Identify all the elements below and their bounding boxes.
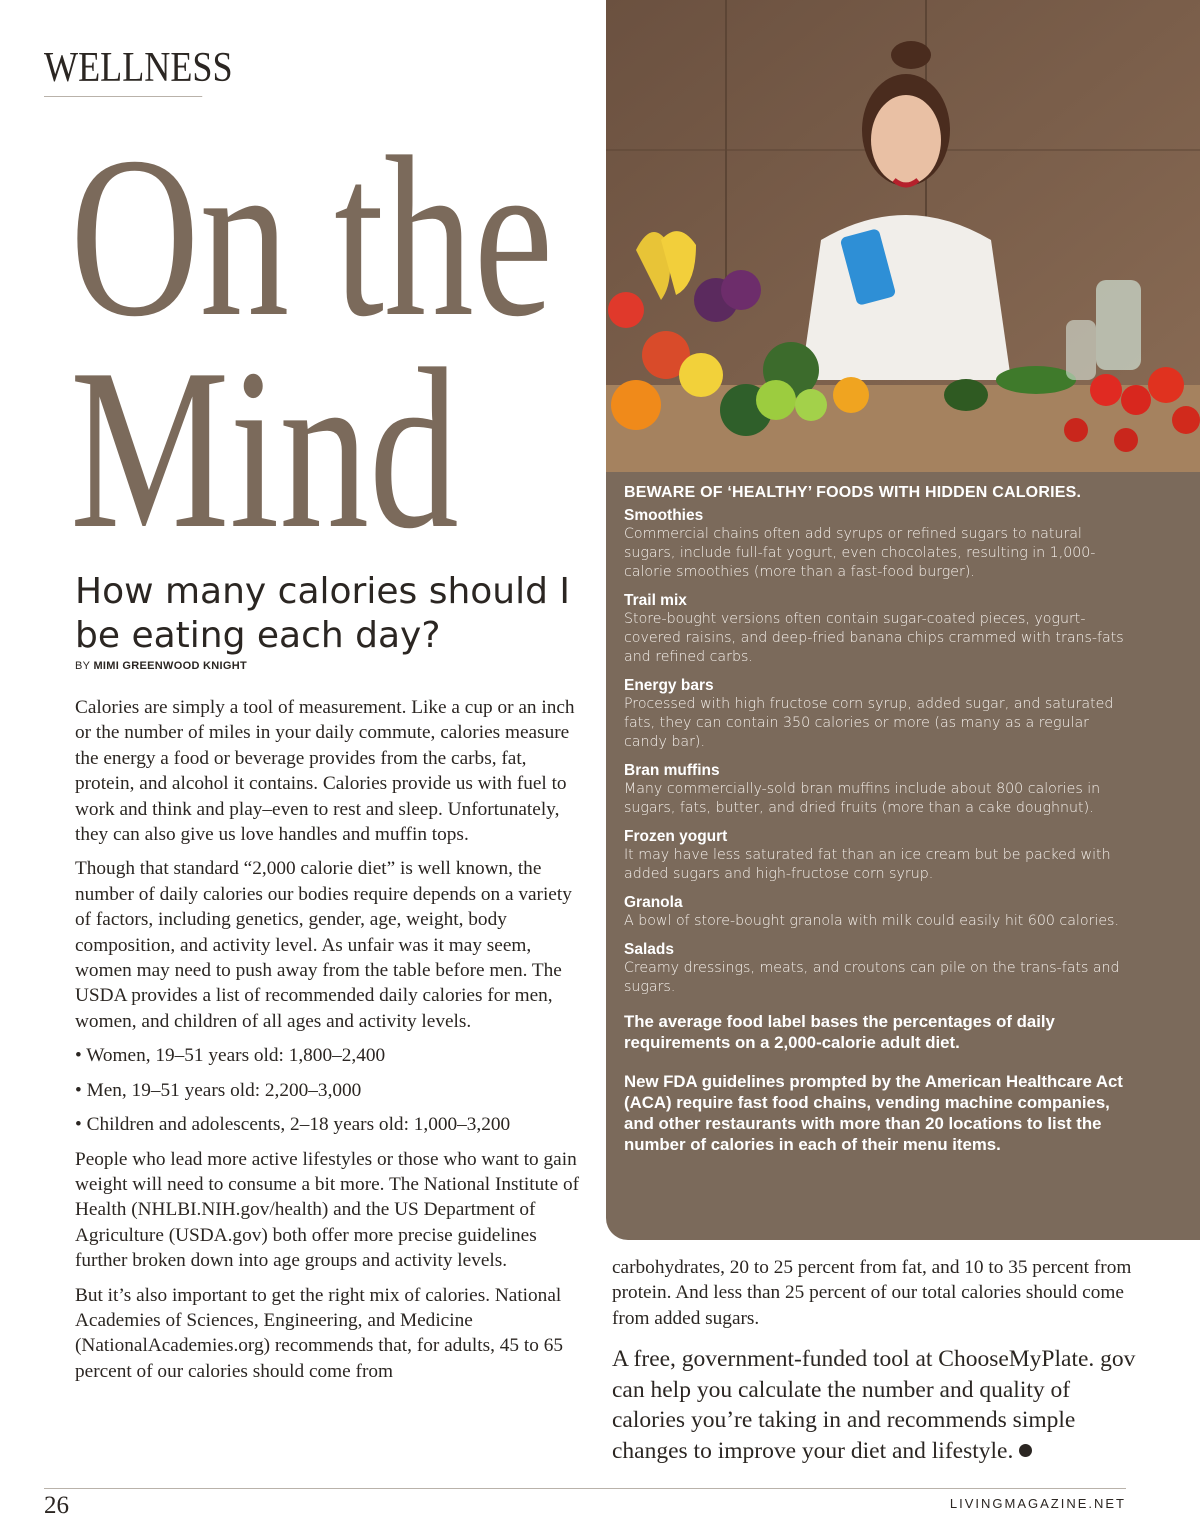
food-description: Commercial chains often add syrups or refined sugars to natural sugars, include full-fat yogurt, even chocolates, resulting in 1,000-calorie smoothies (more than a fast-food burger). — [624, 526, 1096, 580]
list-item — [624, 591, 1130, 667]
list-item: • Men, 19–51 years old: 2,200–3,000 — [75, 1078, 590, 1103]
footer-rule — [44, 1488, 1126, 1489]
headline-line-1: On the — [70, 109, 554, 364]
food-name: Energy bars — [624, 677, 714, 694]
list-item: • Children and adolescents, 2–18 years old: 1,000–3,200 — [75, 1112, 590, 1137]
site-name: LIVINGMAGAZINE.NET — [949, 1496, 1126, 1511]
page-number: 26 — [44, 1492, 69, 1519]
headline-line-2: Mind — [70, 321, 459, 576]
list-item — [624, 940, 1130, 997]
food-description: Store-bought versions often contain sugar-coated pieces, yogurt-covered raisins, and deep-fried banana chips crammed with trans-fats and refined carbs. — [624, 611, 1124, 665]
pull-quote-text: A free, government-funded tool at ChooseMyPlate. gov can help you calculate the number and quality of calories you’re taking in and recommends simple changes to improve your diet and lifestyle. — [612, 1346, 1136, 1464]
byline — [75, 660, 247, 672]
body-paragraph: carbohydrates, 20 to 25 percent from fat, and 10 to 35 percent from protein. And less than 25 percent of our total calories should come from added sugars. — [612, 1257, 1132, 1329]
food-name: Bran muffins — [624, 762, 720, 779]
food-name: Frozen yogurt — [624, 828, 728, 845]
article-body-right — [612, 1255, 1132, 1341]
food-description: Processed with high fructose corn syrup, added sugar, and saturated fats, they can contain 350 calories or more (as many as a regular candy bar). — [624, 696, 1114, 750]
end-mark-icon — [1019, 1444, 1032, 1457]
food-description: Creamy dressings, meats, and croutons can pile on the trans-fats and sugars. — [624, 960, 1120, 995]
food-description: A bowl of store-bought granola with milk could easily hit 600 calories. — [624, 913, 1119, 929]
body-paragraph: People who lead more active lifestyles or those who want to gain weight will need to consume a bit more. The National Institute of Health (NHLBI.NIH.gov/health) and the US Department of Agriculture (USDA.gov) both offer more precise guidelines further broken down into age groups and activity levels. — [75, 1148, 580, 1272]
body-paragraph: Calories are simply a tool of measurement. Like a cup or an inch or the number of miles in your daily commute, calories measure the energy a food or beverage provides from the carbs, fat, protein, and alcohol it contains. Calories provide us with fuel to work and think and play–even to rest and sleep. Unfortunately, they can also give us love handles and muffin tops. — [75, 697, 575, 846]
food-description: Many commercially-sold bran muffins include about 800 calories in sugars, fats, butter, and dried fruits (more than a cake doughnut). — [624, 781, 1101, 816]
pull-quote — [612, 1344, 1142, 1466]
hidden-calories-sidebar — [606, 472, 1200, 1240]
food-name: Trail mix — [624, 592, 687, 609]
list-item — [624, 893, 1130, 931]
food-description: It may have less saturated fat than an ice cream but be packed with added sugars and high-fructose corn syrup. — [624, 847, 1111, 882]
section-label: WELLNESS — [44, 44, 202, 97]
sidebar-note: The average food label bases the percentages of daily requirements on a 2,000-calorie adult diet. — [624, 1012, 1055, 1052]
subtitle: How many calories should I be eating each day? — [75, 571, 571, 656]
list-item — [624, 761, 1130, 818]
food-name: Granola — [624, 894, 683, 911]
calorie-list — [75, 1043, 590, 1137]
article-body-left — [75, 695, 590, 1393]
sidebar-note: New FDA guidelines prompted by the American Healthcare Act (ACA) require fast food chains, vending machine companies, and other restaurants with more than 20 locations to list the number of calories in each of their menu items. — [624, 1072, 1123, 1154]
body-paragraph: But it’s also important to get the right mix of calories. National Academies of Sciences, Engineering, and Medicine (NationalAcademies.org) recommends that, for adults, 45 to 65 percent of our calories should come from — [75, 1284, 563, 1382]
byline-author: MIMI GREENWOOD KNIGHT — [93, 660, 248, 672]
sidebar-heading: BEWARE OF ‘HEALTHY’ FOODS WITH HIDDEN CALORIES. — [624, 484, 1082, 501]
list-item — [624, 506, 1130, 582]
food-name: Smoothies — [624, 507, 704, 524]
list-item — [624, 676, 1130, 752]
list-item: • Women, 19–51 years old: 1,800–2,400 — [75, 1043, 590, 1068]
hero-photo — [606, 0, 1200, 472]
body-paragraph: Though that standard “2,000 calorie diet” is well known, the number of daily calories our bodies require depends on a variety of factors, including genetics, gender, age, weight, body composition, and activity level. As unfair was it may seem, women may need to push away from the table before men. The USDA provides a list of recommended daily calories for men, women, and children of all ages and activity levels. — [75, 858, 572, 1032]
food-name: Salads — [624, 941, 674, 958]
byline-prefix: BY — [75, 660, 91, 672]
list-item — [624, 827, 1130, 884]
